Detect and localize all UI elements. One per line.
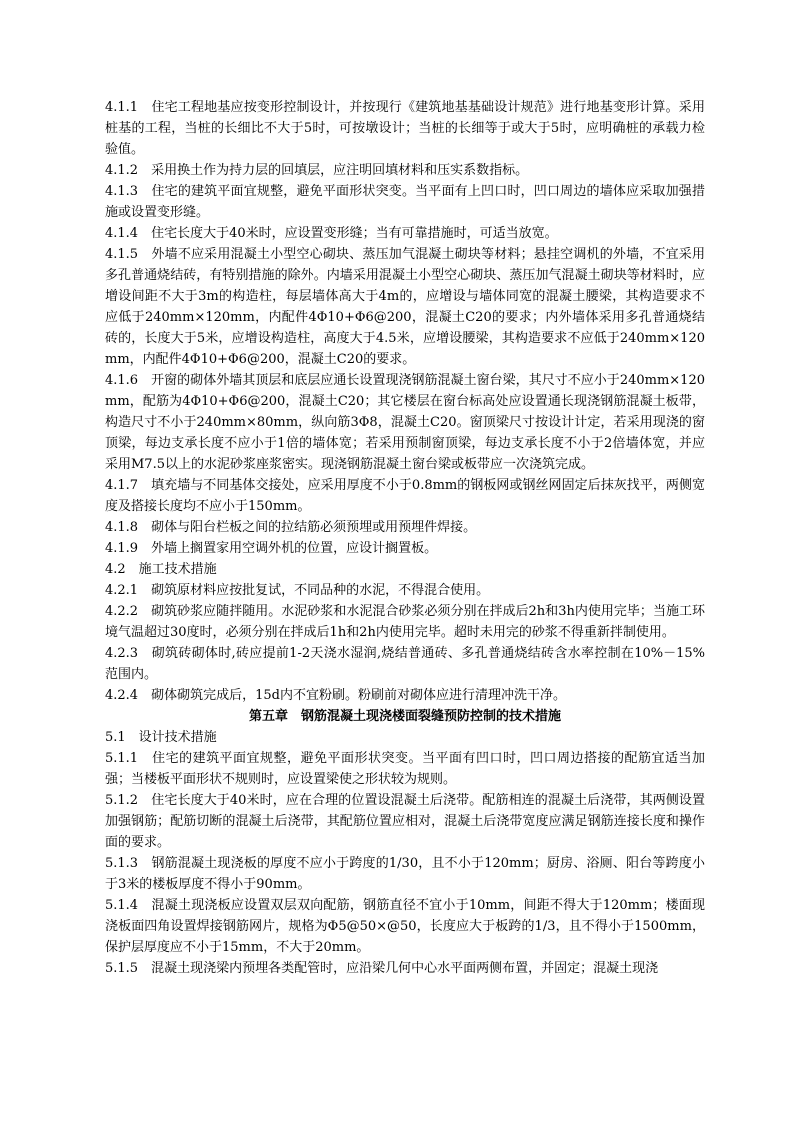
paragraph: 4.1.2 采用换土作为持力层的回填层，应注明回填材料和压实系数指标。 [105, 163, 529, 178]
paragraph: 4.1.9 外墙上搁置家用空调外机的位置，应设计搁置板。 [105, 541, 438, 556]
paragraph: 4.2.1 砌筑原材料应按批复试，不同品种的水泥，不得混合使用。 [105, 583, 490, 598]
paragraph: 4.2.2 砌筑砂浆应随拌随用。水泥砂浆和水泥混合砂浆必须分别在拌成后2h和3h内使用完毕；当施工环境气温超过30度时，必须分别在拌成后1h和2h内使用完毕。超时未用完的砂浆不得重新拌制使用。 [105, 604, 705, 640]
document-page [105, 97, 705, 979]
paragraph: 4.1.6 开窗的砌体外墙其顶层和底层应通长设置现浇钢筋混凝土窗台梁，其尺寸不应小于240mm×120mm，配筋为4Φ10+Φ6@200，混凝土C20；其它楼层在窗台标高处应设置通长现浇钢筋混凝土板带，构造尺寸不小于240mm×80mm，纵向筋3Φ8，混凝土C20。窗顶梁尺寸按设计计定，若采用现浇的窗顶梁，每边支承长度不应小于1倍的墙体宽；若采用预制窗顶梁，每边支承长度不小于2倍墙体宽，并应采用M7.5以上的水泥砂浆座浆密实。现浇钢筋混凝土窗台梁或板带应一次浇筑完成。 [105, 373, 705, 472]
paragraph: 4.1.3 住宅的建筑平面宜规整，避免平面形状突变。当平面有上凹口时，凹口周边的墙体应采取加强措施或设置变形缝。 [105, 184, 705, 220]
paragraph: 4.1.4 住宅长度大于40米时，应设置变形缝；当有可靠措施时，可适当放宽。 [105, 226, 558, 241]
paragraph: 4.1.5 外墙不应采用混凝土小型空心砌块、蒸压加气混凝土砌块等材料；悬挂空调机的外墙，不宜采用多孔普通烧结砖，有特别措施的除外。内墙采用混凝土小型空心砌块、蒸压加气混凝土砌块等材料时，应增设间距不大于3m的构造柱，每层墙体高大于4m的，应增设与墙体同宽的混凝土腰梁，其构造要求不应低于240mm×120mm，内配件4Φ10+Φ6@200，混凝土C20的要求；内外墙体采用多孔普通烧结砖的，长度大于5米，应增设构造柱，高度大于4.5米，应增设腰梁，其构造要求不应低于240mm×120mm，内配件4Φ10+Φ6@200，混凝土C20的要求。 [105, 247, 705, 367]
paragraph: 4.2.3 砌筑砖砌体时,砖应提前1-2天浇水湿润,烧结普通砖、多孔普通烧结砖含水率控制在10%－15%范围内。 [105, 646, 705, 682]
paragraph: 5.1.3 钢筋混凝土现浇板的厚度不应小于跨度的1/30，且不小于120mm；厨房、浴厕、阳台等跨度小于3米的楼板厚度不得小于90mm。 [105, 856, 705, 892]
section-heading: 5.1 设计技术措施 [105, 730, 217, 745]
paragraph: 4.1.1 住宅工程地基应按变形控制设计，并按现行《建筑地基基础设计规范》进行地基变形计算。采用桩基的工程，当桩的长细比不大于5时，可按墩设计；当桩的长细等于或大于5时，应明确桩的承载力检验值。 [105, 100, 705, 157]
paragraph: 5.1.5 混凝土现浇梁内预埋各类配管时，应沿梁几何中心水平面两侧布置，并固定；混凝土现浇 [105, 961, 659, 976]
paragraph: 5.1.1 住宅的建筑平面宜规整，避免平面形状突变。当平面有凹口时，凹口周边搭接的配筋宜适当加强；当楼板平面形状不规则时，应设置梁使之形状较为规则。 [105, 751, 705, 787]
paragraph: 5.1.4 混凝土现浇板应设置双层双向配筋，钢筋直径不宜小于10mm，间距不得大于120mm；楼面现浇板面四角设置焊接钢筋网片，规格为Φ5@50×@50，长度应大于板跨的1/3，且不得小于1500mm，保护层厚度应不小于15mm，不大于20mm。 [105, 898, 705, 955]
chapter-title: 第五章 钢筋混凝土现浇楼面裂缝预防控制的技术措施 [248, 709, 561, 724]
paragraph: 5.1.2 住宅长度大于40米时，应在合理的位置设混凝土后浇带。配筋相连的混凝土后浇带，其两侧设置加强钢筋；配筋切断的混凝土后浇带，其配筋位置应相对，混凝土后浇带宽度应满足钢筋连接长度和操作面的要求。 [105, 793, 705, 850]
paragraph: 4.1.8 砌体与阳台栏板之间的拉结筋必须预埋或用预埋件焊接。 [105, 520, 477, 535]
section-heading: 4.2 施工技术措施 [105, 562, 217, 577]
paragraph: 4.2.4 砌体砌筑完成后，15d内不宜粉刷。粉刷前对砌体应进行清理冲洗干净。 [105, 688, 566, 703]
paragraph: 4.1.7 填充墙与不同基体交接处，应采用厚度不小于0.8mm的钢板网或钢丝网固定后抹灰找平，两侧宽度及搭接长度均不应小于150mm。 [105, 478, 705, 514]
